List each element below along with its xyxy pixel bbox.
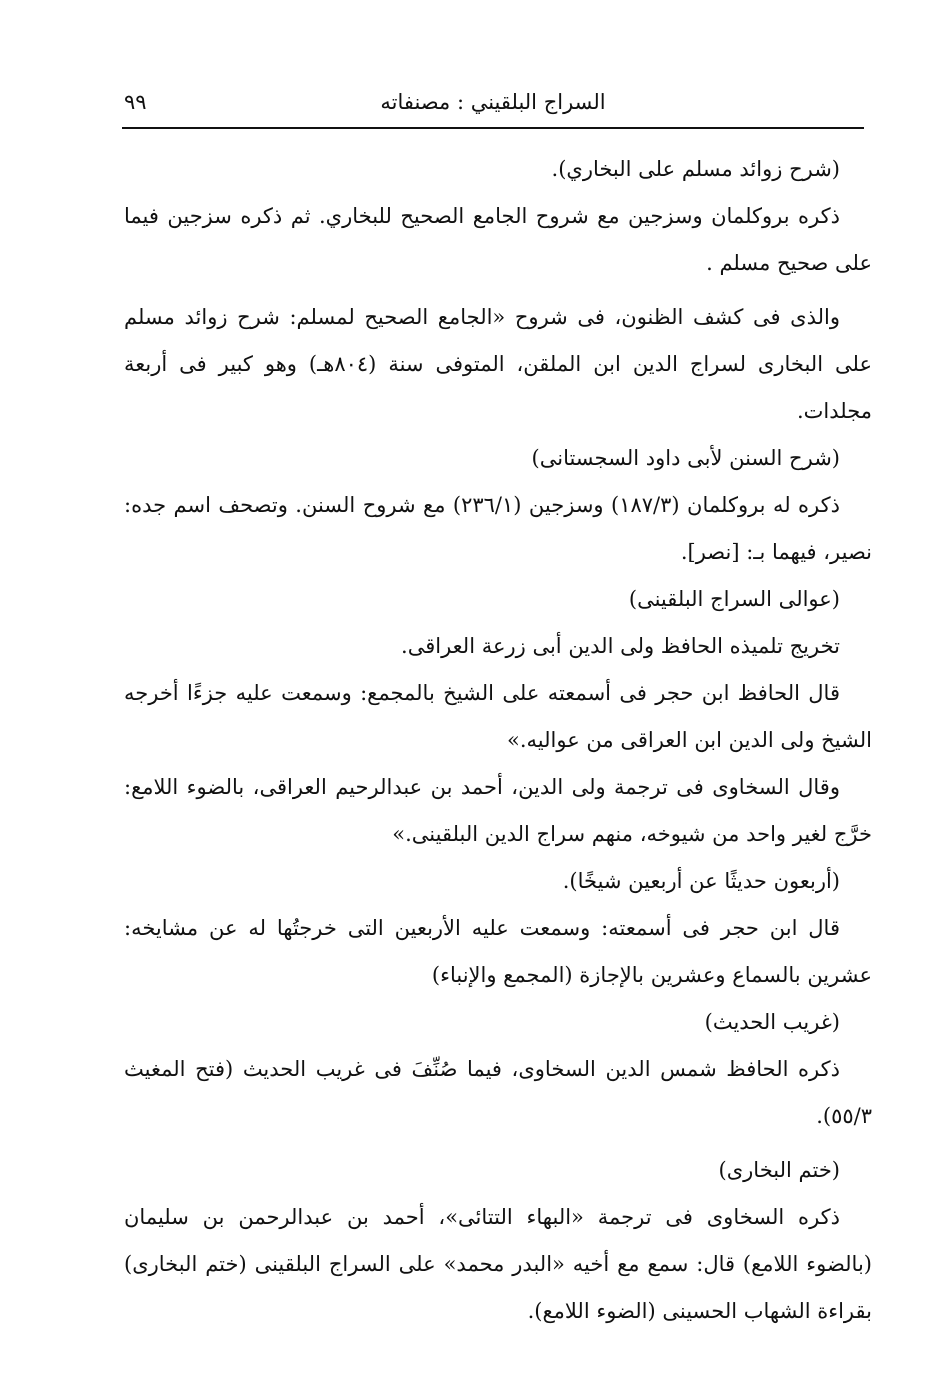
section-title: (شرح السنن لأبى داود السجستانى) bbox=[531, 446, 840, 470]
header-rule bbox=[122, 127, 864, 129]
section-title: (أربعون حديثًا عن أربعين شيخًا). bbox=[562, 869, 840, 893]
running-header bbox=[122, 86, 864, 126]
section-title: (عوالى السراج البلقينى) bbox=[628, 587, 840, 611]
page-body bbox=[124, 146, 872, 1335]
paragraph: والذى فى كشف الظنون، فى شروح «الجامع الصحيح لمسلم: شرح زوائد مسلم على البخارى لسراج الدين ابن الملقن، المتوفى سنة (٨٠٤هـ) وهو كبير فى أربعة مجلدات. bbox=[124, 305, 872, 423]
paragraph: وقال السخاوى فى ترجمة ولى الدين، أحمد بن عبدالرحيم العراقى، بالضوء اللامع: خرَّج لغير واحد من شيوخه، منهم سراج الدين البلقينى.» bbox=[124, 775, 872, 846]
paragraph: ذكره له بروكلمان (١٨٧/٣) وسزجين (٢٣٦/١) مع شروح السنن. وتصحف اسم جده: نصير، فيهما بـ: [نصر]. bbox=[124, 493, 872, 564]
section-title: (ختم البخارى) bbox=[718, 1158, 840, 1182]
paragraph: ذكره بروكلمان وسزجين مع شروح الجامع الصحيح للبخاري. ثم ذكره سزجين فيما على صحيح مسلم . bbox=[124, 204, 872, 275]
section-title: (شرح زوائد مسلم على البخاري). bbox=[551, 157, 840, 181]
paragraph: قال الحافظ ابن حجر فى أسمعته على الشيخ بالمجمع: وسمعت عليه جزءًا أخرجه الشيخ ولى الدين ابن العراقى من عواليه.» bbox=[124, 681, 872, 752]
section-title: (غريب الحديث) bbox=[704, 1010, 840, 1034]
paragraph: تخريج تلميذه الحافظ ولى الدين أبى زرعة العراقى. bbox=[401, 634, 840, 658]
paragraph: قال ابن حجر فى أسمعته: وسمعت عليه الأربعين التى خرجتُها له عن مشايخه: عشرين بالسماع وعشرين بالإجازة (المجمع والإنباء) bbox=[124, 916, 872, 987]
header-title: السراج البلقيني : مصنفاته bbox=[380, 90, 606, 114]
paragraph: ذكره السخاوى فى ترجمة «البهاء التتائى»، أحمد بن عبدالرحمن بن سليمان (بالضوء اللامع) قال: سمع مع أخيه «البدر محمد» على السراج البلقينى (ختم البخارى) بقراءة الشهاب الحسينى (الضوء اللامع). bbox=[124, 1205, 872, 1323]
page-number: ٩٩ bbox=[124, 90, 147, 114]
paragraph: ذكره الحافظ شمس الدين السخاوى، فيما صُنِّفَ فى غريب الحديث (فتح المغيث ٥٥/٣). bbox=[124, 1057, 872, 1128]
